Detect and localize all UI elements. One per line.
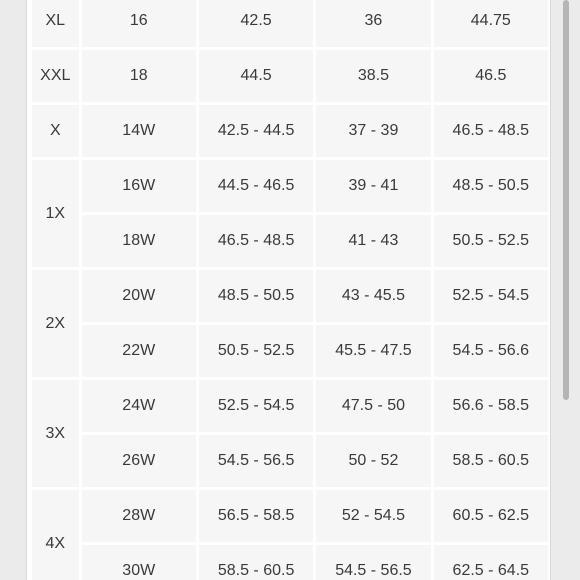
waist-cell: 47.5 - 50: [316, 380, 430, 432]
bust-cell: 50.5 - 52.5: [199, 325, 313, 377]
bust-cell: 58.5 - 60.5: [199, 545, 313, 580]
table-row: [32, 0, 548, 47]
hip-cell: 44.75: [434, 0, 548, 47]
size-chart-table: [29, 0, 551, 580]
hip-cell: 46.5: [434, 50, 548, 102]
size-cell: XXL: [32, 50, 79, 102]
waist-cell: 52 - 54.5: [316, 490, 430, 542]
us-size-cell: 22W: [82, 325, 196, 377]
waist-cell: 50 - 52: [316, 435, 430, 487]
hip-cell: 60.5 - 62.5: [434, 490, 548, 542]
us-size-cell: 18: [82, 50, 196, 102]
us-size-cell: 26W: [82, 435, 196, 487]
waist-cell: 45.5 - 47.5: [316, 325, 430, 377]
size-cell: 2X: [32, 270, 79, 377]
scrollbar-thumb[interactable]: [563, 0, 569, 400]
waist-cell: 37 - 39: [316, 105, 430, 157]
bust-cell: 44.5 - 46.5: [199, 160, 313, 212]
waist-cell: 39 - 41: [316, 160, 430, 212]
us-size-cell: 16: [82, 0, 196, 47]
table-row: [32, 160, 548, 212]
bust-cell: 46.5 - 48.5: [199, 215, 313, 267]
waist-cell: 41 - 43: [316, 215, 430, 267]
waist-cell: 36: [316, 0, 430, 47]
us-size-cell: 14W: [82, 105, 196, 157]
bust-cell: 52.5 - 54.5: [199, 380, 313, 432]
us-size-cell: 30W: [82, 545, 196, 580]
table-row: [32, 545, 548, 580]
table-row: [32, 435, 548, 487]
scrollbar[interactable]: [550, 0, 580, 580]
bust-cell: 54.5 - 56.5: [199, 435, 313, 487]
bust-cell: 42.5 - 44.5: [199, 105, 313, 157]
table-row: [32, 325, 548, 377]
us-size-cell: 18W: [82, 215, 196, 267]
size-cell: 3X: [32, 380, 79, 487]
us-size-cell: 20W: [82, 270, 196, 322]
size-cell: XL: [32, 0, 79, 47]
hip-cell: 54.5 - 56.6: [434, 325, 548, 377]
bust-cell: 56.5 - 58.5: [199, 490, 313, 542]
hip-cell: 52.5 - 54.5: [434, 270, 548, 322]
size-chart-table-wrap: [29, 0, 551, 580]
hip-cell: 56.6 - 58.5: [434, 380, 548, 432]
size-cell: 4X: [32, 490, 79, 580]
table-row: [32, 270, 548, 322]
waist-cell: 43 - 45.5: [316, 270, 430, 322]
table-row: [32, 490, 548, 542]
bust-cell: 44.5: [199, 50, 313, 102]
hip-cell: 58.5 - 60.5: [434, 435, 548, 487]
size-cell: 1X: [32, 160, 79, 267]
hip-cell: 46.5 - 48.5: [434, 105, 548, 157]
hip-cell: 48.5 - 50.5: [434, 160, 548, 212]
us-size-cell: 28W: [82, 490, 196, 542]
table-row: [32, 50, 548, 102]
us-size-cell: 16W: [82, 160, 196, 212]
us-size-cell: 24W: [82, 380, 196, 432]
hip-cell: 50.5 - 52.5: [434, 215, 548, 267]
hip-cell: 62.5 - 64.5: [434, 545, 548, 580]
waist-cell: 38.5: [316, 50, 430, 102]
bust-cell: 48.5 - 50.5: [199, 270, 313, 322]
table-row: [32, 215, 548, 267]
bust-cell: 42.5: [199, 0, 313, 47]
size-cell: X: [32, 105, 79, 157]
waist-cell: 54.5 - 56.5: [316, 545, 430, 580]
table-row: [32, 380, 548, 432]
table-row: [32, 105, 548, 157]
left-margin: [0, 0, 27, 580]
